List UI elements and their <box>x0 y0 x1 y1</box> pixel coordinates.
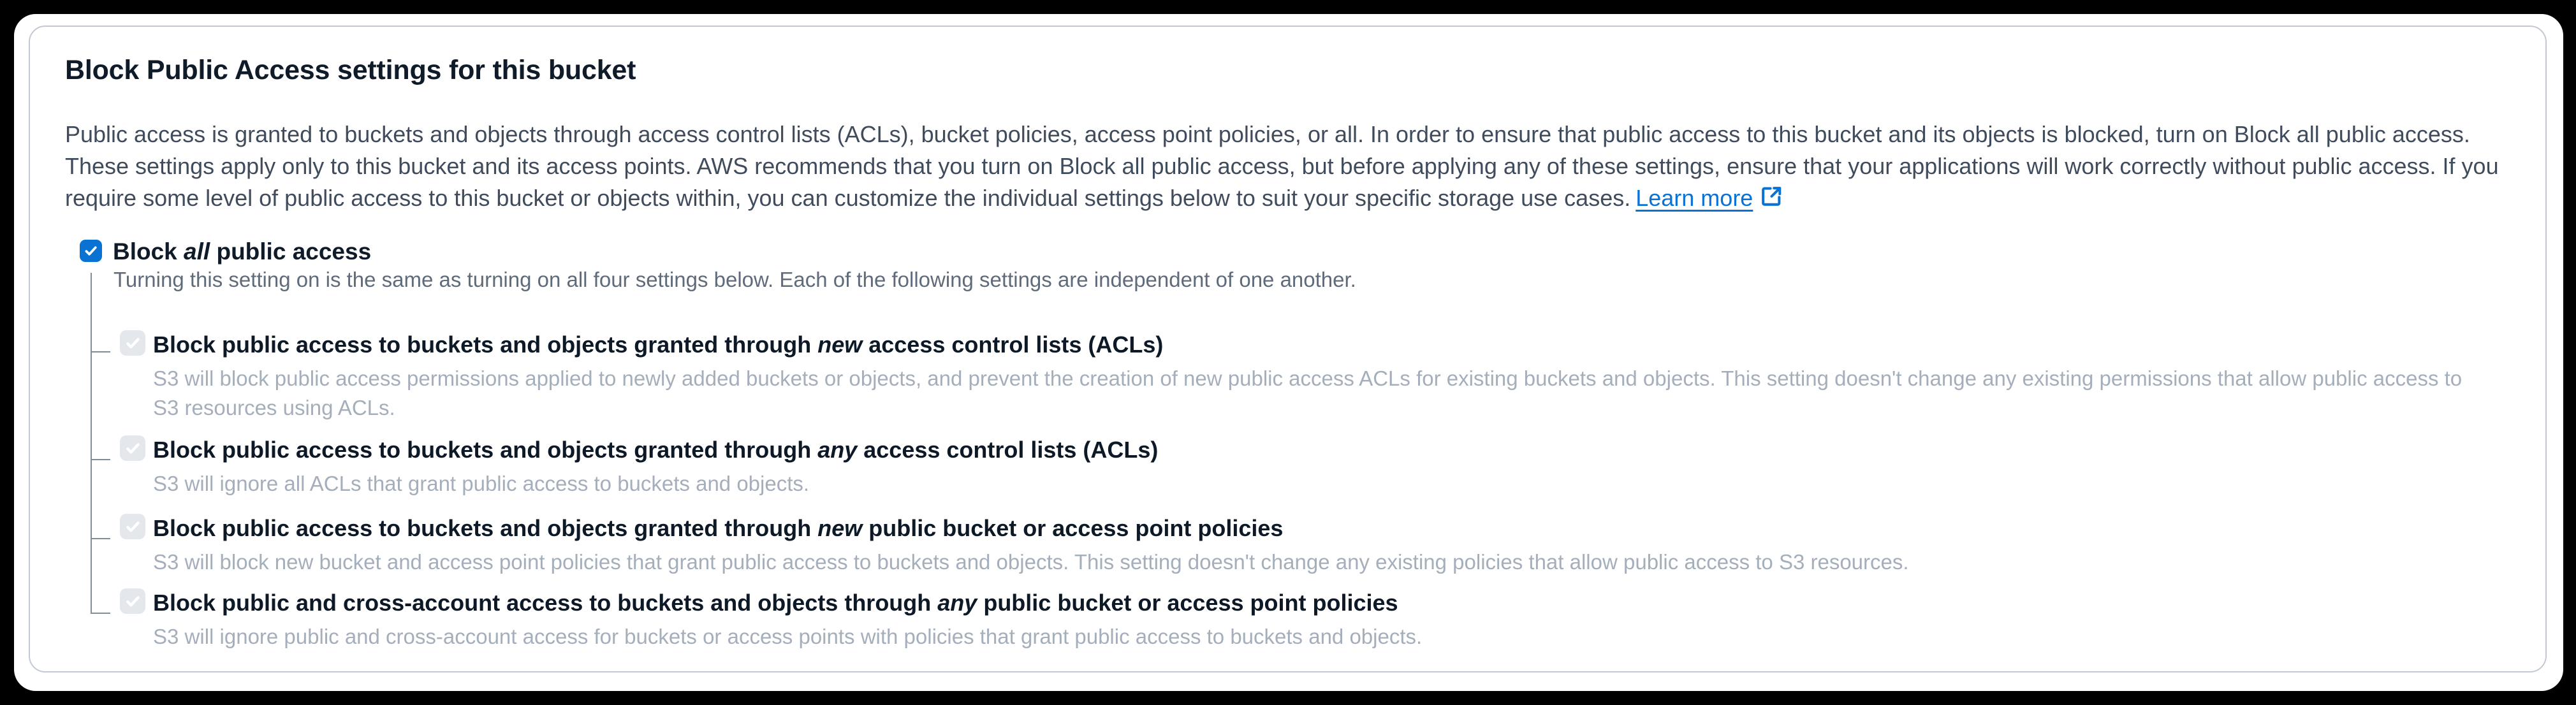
panel-description-text: Public access is granted to buckets and objects through access control lists (ACLs), bucket policies, access point policies, or all. In order to ensure that public access to this bucket and its objects is blocked, turn on Block all public access. These settings apply only to this bucket and its access points. AWS recommends that you turn on Block all public access, but before applying any of these settings, ensure that your applications will work correctly without public access. If you require some level of public access to this bucket or objects within, you can customize the individual settings below to suit your specific storage use cases. <box>65 121 2499 211</box>
setting-checkbox-any-acls <box>120 435 145 461</box>
panel-description <box>65 119 2529 214</box>
tree-connector <box>91 613 110 614</box>
setting-title: Block public access to buckets and objects granted through new access control lists (ACLs) <box>153 331 1164 358</box>
block-public-access-panel <box>29 25 2547 672</box>
setting-description: S3 will ignore public and cross-account access for buckets or access points with policies that grant public access to buckets and objects. <box>153 625 1423 648</box>
label-part: public access <box>210 238 372 265</box>
tree-connector <box>91 351 110 352</box>
tree-connector <box>91 538 110 539</box>
setting-description: S3 will block new bucket and access point policies that grant public access to buckets and objects. This setting doesn't change any existing policies that allow public access to S3 resources. <box>153 550 1909 574</box>
block-all-public-access-checkbox[interactable] <box>80 240 102 262</box>
setting-title: Block public and cross-account access to buckets and objects through any public bucket or access point policies <box>153 590 1398 616</box>
setting-title: Block public access to buckets and objects granted through new public bucket or access point policies <box>153 515 1284 541</box>
checkmark-icon <box>124 592 142 611</box>
learn-more-label: Learn more <box>1636 185 1753 211</box>
setting-description: S3 will block public access permissions applied to newly added buckets or objects, and prevent the creation of new public access ACLs for existing buckets and objects. This setting doesn't change any existing permissions that allow public access to S3 resources using ACLs. <box>153 367 2463 419</box>
checkmark-icon <box>124 439 142 458</box>
checkmark-icon <box>124 334 142 352</box>
setting-checkbox-new-policies <box>120 514 145 539</box>
checkmark-icon <box>83 243 99 259</box>
setting-title: Block public access to buckets and objects granted through any access control lists (ACLs) <box>153 437 1159 463</box>
label-part-italic: all <box>184 238 210 265</box>
checkmark-icon <box>124 518 142 536</box>
block-all-public-access-label[interactable] <box>113 238 371 265</box>
setting-checkbox-new-acls <box>120 330 145 356</box>
learn-more-link[interactable] <box>1636 185 1783 211</box>
page-title: Block Public Access settings for this bucket <box>65 55 636 85</box>
tree-connector <box>91 459 110 460</box>
tree-vertical-line <box>91 273 92 613</box>
label-part: Block <box>113 238 184 265</box>
master-help-text: Turning this setting on is the same as turning on all four settings below. Each of the following settings are independent of one another. <box>113 268 1356 291</box>
setting-description: S3 will ignore all ACLs that grant public access to buckets and objects. <box>153 472 810 495</box>
content-card <box>14 14 2563 691</box>
setting-checkbox-any-policies <box>120 588 145 614</box>
external-link-icon <box>1759 184 1783 208</box>
